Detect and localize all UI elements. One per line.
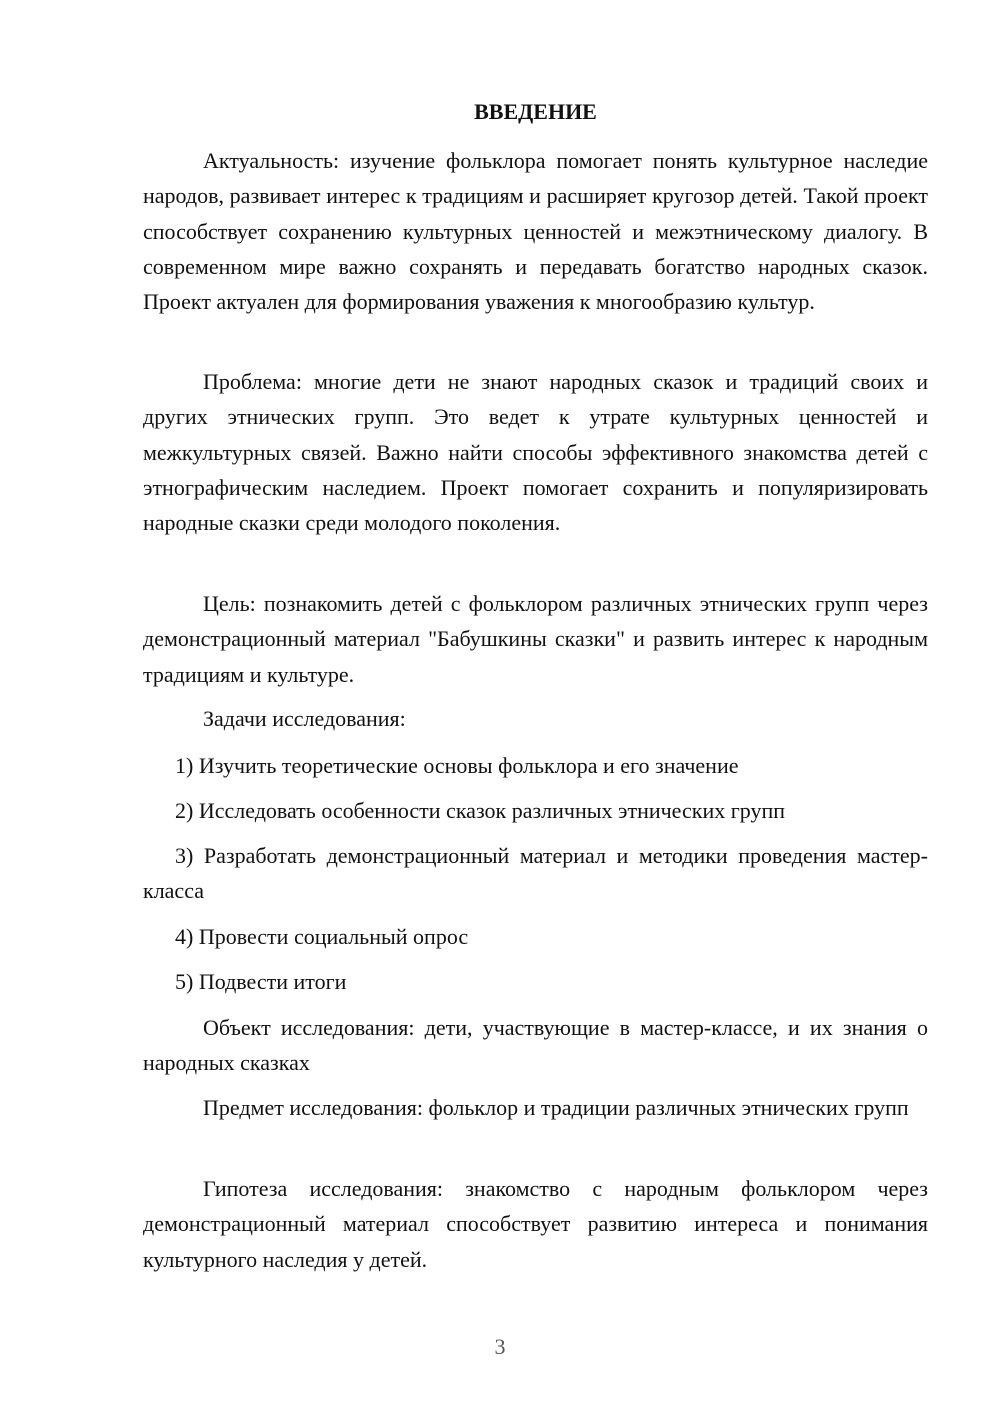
task-item: 1) Изучить теоретические основы фольклора и его значение [175, 753, 739, 778]
paragraph-problem: Проблема: многие дети не знают народных сказок и традиций своих и других этнических групп. Это ведет к утрате культурных ценностей и межкультурных связей. Важно найти способы эффективного знакомства детей с этнографическим наследием. Проект помогает сохранить и популяризировать народные сказки среди молодого поколения. [143, 369, 928, 536]
task-item: 4) Провести социальный опрос [175, 924, 469, 949]
page-title: ВВЕДЕНИЕ [474, 99, 597, 124]
task-item: 3) Разработать демонстрационный материал и методики проведения мастер-класса [143, 843, 928, 904]
tasks-heading: Задачи исследования: [203, 706, 406, 731]
paragraph-goal: Цель: познакомить детей с фольклором различных этнических групп через демонстрационный материал "Бабушкины сказки" и развить интерес к народным традициям и культуре. [143, 591, 928, 687]
task-item: 2) Исследовать особенности сказок различных этнических групп [175, 798, 786, 823]
paragraph-object: Объект исследования: дети, участвующие в мастер-классе, и их знания о народных сказках [143, 1015, 928, 1076]
page-number: 3 [494, 1334, 506, 1359]
paragraph-hypothesis: Гипотеза исследования: знакомство с народным фольклором через демонстрационный материал способствует развитию интереса и понимания культурного наследия у детей. [143, 1176, 928, 1272]
task-item: 5) Подвести итоги [175, 969, 347, 994]
paragraph-subject: Предмет исследования: фольклор и традиции различных этнических групп [203, 1095, 909, 1120]
paragraph-relevance: Актуальность: изучение фольклора помогает понять культурное наследие народов, развивает интерес к традициям и расширяет кругозор детей. Такой проект способствует сохранению культурных ценностей и межэтническому диалогу. В современном мире важно сохранять и передавать богатство народных сказок. Проект актуален для формирования уважения к многообразию культур. [143, 148, 928, 315]
